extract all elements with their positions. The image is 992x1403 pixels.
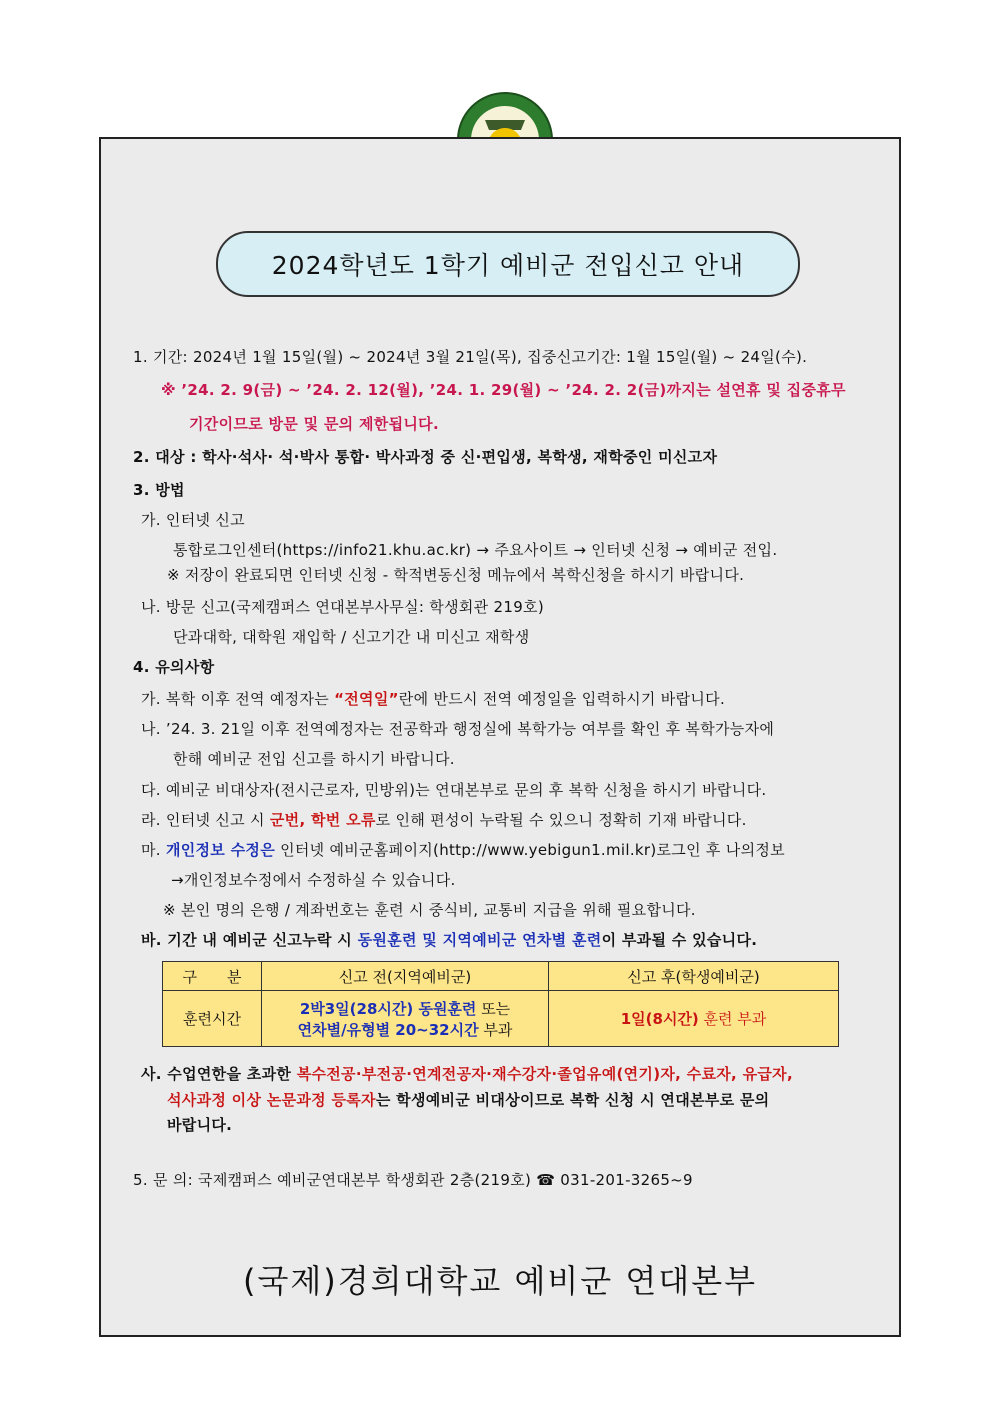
internet-report-note: ※ 저장이 완료되면 인터넷 신청 - 학적변동신청 메뉴에서 복학신청을 하시기 바랍니다. [167,566,745,584]
holiday-note-cont: 기간이므로 방문 및 문의 제한됩니다. [189,415,439,433]
visit-report: 나. 방문 신고(국제캠퍼스 연대본부사무실: 학생회관 219호) [141,598,544,616]
target-line: 2. 대상 : 학사·석사· 석·박사 통합· 박사과정 중 신·편입생, 복학생, 재학중인 미신고자 [133,448,718,466]
table-row-label: 훈련시간 [163,991,262,1047]
internet-report: 가. 인터넷 신고 [141,511,245,529]
contact-line: 5. 문 의: 국제캠퍼스 예비군연대본부 학생회관 2층(219호) ☎ 031-201-3265~9 [133,1171,693,1189]
period-line: 1. 기간: 2024년 1월 15일(월) ~ 2024년 3월 21일(목), 집중신고기간: 1월 15일(월) ~ 24일(수). [133,348,808,366]
caution-sa-cont: 석사과정 이상 논문과정 등록자는 학생예비군 비대상이므로 복학 신청 시 연대본부로 문의 [167,1091,770,1109]
visit-report-detail: 단과대학, 대학원 재입학 / 신고기간 내 미신고 재학생 [173,628,530,646]
caution-ma: 마. 개인정보 수정은 인터넷 예비군홈페이지(http://www.yebigun1.mil.kr)로그인 후 나의정보 [141,841,785,859]
training-table [162,961,839,1047]
telephone-icon: ☎ [536,1171,556,1189]
page-title: 2024학년도 1학기 예비군 전입신고 안내 [216,231,800,297]
table-row [163,991,839,1047]
table-header-cell: 신고 전(지역예비군) [262,962,549,991]
caution-na-cont: 한해 예비군 전입 신고를 하시기 바랍니다. [173,750,455,768]
table-header-cell: 신고 후(학생예비군) [549,962,839,991]
table-cell-before: 2박3일(28시간) 동원훈련 또는 연차별/유형별 20~32시간 부과 [262,991,549,1047]
caution-ba: 바. 기간 내 예비군 신고누락 시 동원훈련 및 지역예비군 연차별 훈련이 부과될 수 있습니다. [141,931,758,949]
caution-da: 다. 예비군 비대상자(전시근로자, 민방위)는 연대본부로 문의 후 복학 신청을 하시기 바랍니다. [141,781,767,799]
table-header-row [163,962,839,991]
notice-frame [99,137,901,1337]
caution-na: 나. ’24. 3. 21일 이후 전역예정자는 전공학과 행정실에 복학가능 여부를 확인 후 복학가능자에 [141,720,775,738]
caution-ga: 가. 복학 이후 전역 예정자는 “전역일”란에 반드시 전역 예정일을 입력하시기 바랍니다. [141,690,726,708]
caution-ra: 라. 인터넷 신고 시 군번, 학번 오류로 인해 편성이 누락될 수 있으니 정확히 기재 바랍니다. [141,811,747,829]
caution-ma-note: ※ 본인 명의 은행 / 계좌번호는 훈련 시 중식비, 교통비 지급을 위해 필요합니다. [163,901,696,919]
caution-ma-cont: →개인정보수정에서 수정하실 수 있습니다. [171,871,456,889]
caution-heading: 4. 유의사항 [133,658,215,676]
internet-report-detail: 통합로그인센터(https://info21.khu.ac.kr) → 주요사이트 → 인터넷 신청 → 예비군 전입. [173,541,778,559]
method-heading: 3. 방법 [133,481,185,499]
phone-number: 031-201-3265~9 [560,1171,693,1189]
caution-sa-end: 바랍니다. [167,1116,233,1134]
table-header-cell: 구 분 [163,962,262,991]
footer-organization: (국제)경희대학교 예비군 연대본부 [242,1262,758,1300]
table-cell-after: 1일(8시간) 훈련 부과 [549,991,839,1047]
caution-sa: 사. 수업연한을 초과한 복수전공·부전공·연계전공자·재수강자·졸업유예(연기)자, 수료자, 유급자, [141,1065,793,1083]
holiday-note: ※ ’24. 2. 9(금) ~ ’24. 2. 12(월), ’24. 1. 29(월) ~ ’24. 2. 2(금)까지는 설연휴 및 집중휴무 [161,381,846,399]
